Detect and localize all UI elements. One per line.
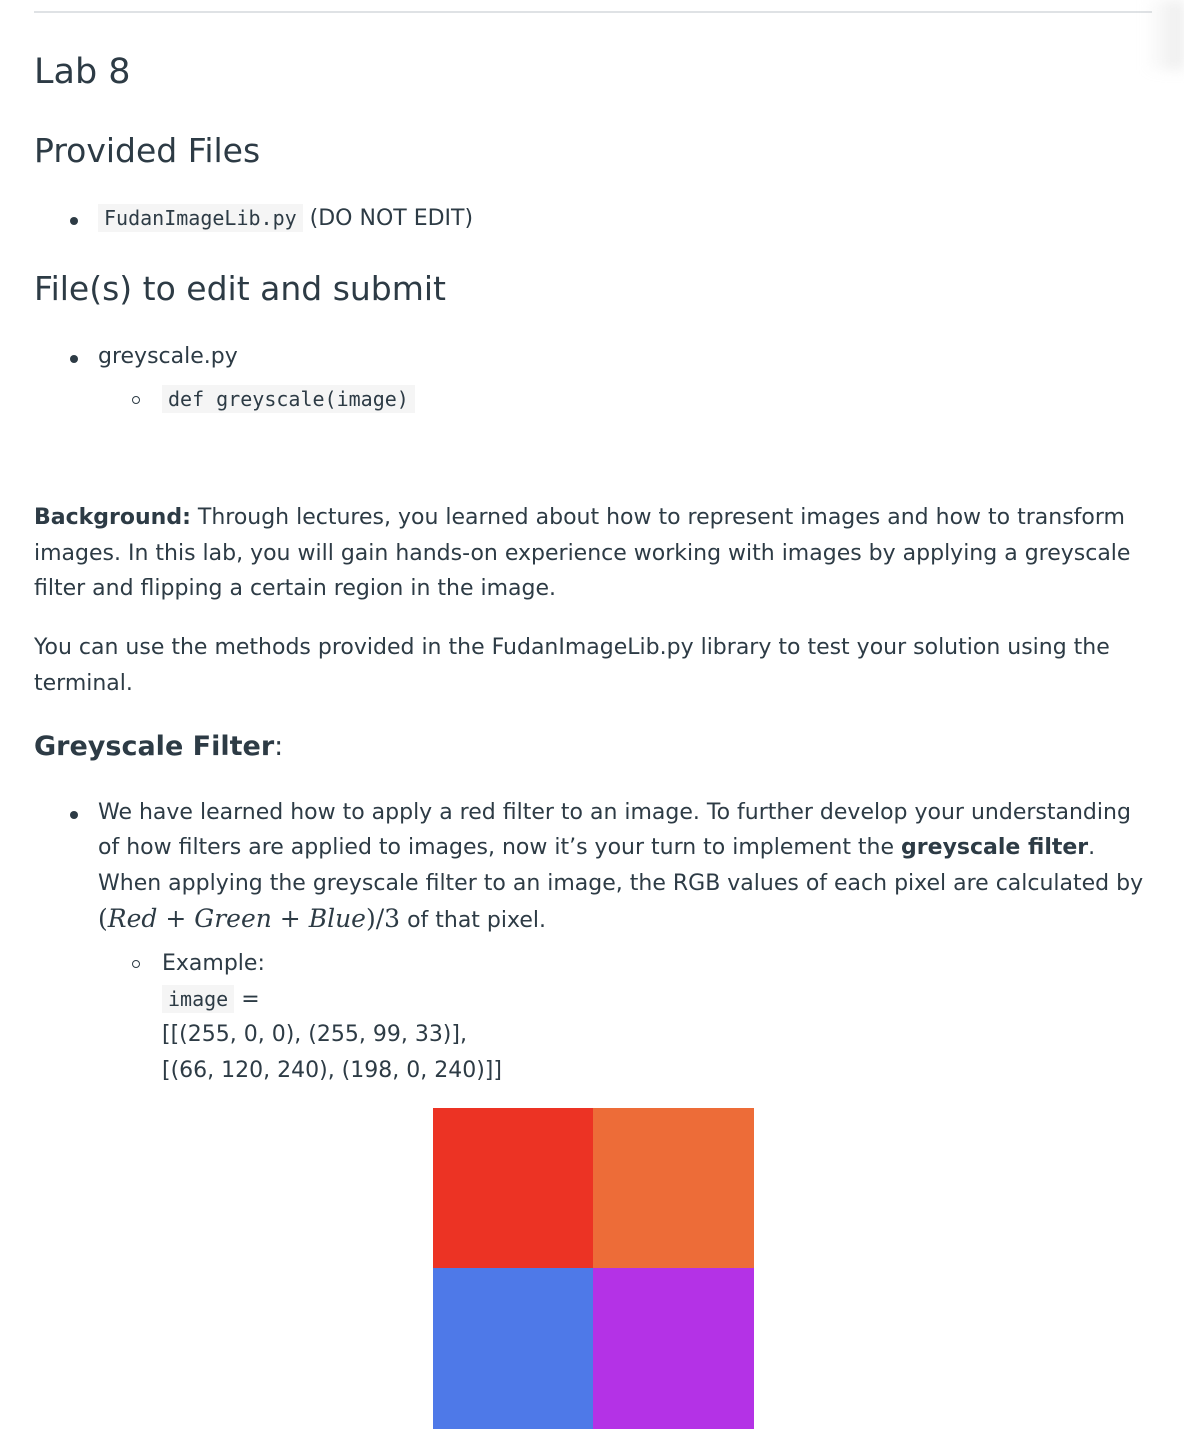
list-item — [34, 795, 1144, 938]
example-image-swatches — [433, 1108, 754, 1429]
swatch-orange — [593, 1108, 754, 1268]
example-label: Example: — [162, 951, 265, 977]
edit-file-name: greyscale.py — [98, 344, 238, 369]
swatch-red — [433, 1108, 593, 1268]
list-item — [162, 382, 415, 417]
bullet-icon — [70, 811, 78, 819]
page-title: Lab 8 — [34, 52, 131, 92]
formula-open: ( — [98, 903, 108, 933]
formula-plus-1: + — [157, 903, 195, 933]
bullet-icon — [70, 355, 78, 363]
provided-files-list — [34, 201, 473, 236]
list-item — [34, 201, 473, 236]
window-shadow — [1144, 0, 1184, 70]
example-var: image — [162, 985, 234, 1013]
example-row-1: [[(255, 0, 0), (255, 99, 33)], — [162, 1022, 467, 1048]
sub-bullet-icon — [132, 960, 140, 968]
list-item — [162, 946, 1144, 1088]
example-equals: = — [234, 986, 260, 1012]
greyscale-heading-colon: : — [274, 731, 284, 762]
swatch-blue — [433, 1268, 593, 1429]
greyscale-after-bold: . When applying the greyscale filter to an image, the RGB values of each pixel are calculated by — [98, 835, 1144, 896]
background-text: Through lectures, you learned about how to represent images and how to transform images. In this lab, you will gain hands-on experience working with images by applying a greyscale filter and flipping a certain region in the image. — [34, 505, 1131, 601]
example-assignment — [162, 982, 1144, 1018]
example-row-2: [(66, 120, 240), (198, 0, 240)]] — [162, 1057, 502, 1083]
usage-paragraph: You can use the methods provided in the FudanImageLib.py library to test your solution using the terminal. — [34, 635, 1110, 696]
formula-green: Green — [194, 903, 272, 933]
formula-plus-2: + — [271, 903, 309, 933]
list-item — [34, 339, 415, 374]
greyscale-heading — [34, 728, 283, 766]
formula-tail: of that pixel. — [407, 907, 546, 933]
greyscale-intro: We have learned how to apply a red filter to an image. To further develop your understanding of how filters are applied to images, now it’s your turn to implement the — [98, 800, 1131, 861]
edit-files-list — [34, 339, 415, 417]
formula-red: Red — [107, 903, 158, 933]
edit-files-heading: File(s) to edit and submit — [34, 269, 447, 308]
provided-file-code: FudanImageLib.py — [98, 204, 303, 232]
top-divider — [34, 11, 1152, 13]
provided-file-note: (DO NOT EDIT) — [309, 206, 474, 231]
bullet-icon — [70, 217, 78, 225]
formula-blue: Blue — [308, 903, 366, 933]
sub-bullet-icon — [132, 396, 140, 404]
greyscale-heading-text: Greyscale Filter — [34, 731, 275, 762]
provided-files-heading: Provided Files — [34, 131, 261, 170]
background-paragraph — [34, 500, 1134, 607]
greyscale-formula — [98, 904, 400, 933]
greyscale-bold: greyscale filter — [901, 835, 1089, 861]
background-label: Background: — [34, 505, 191, 530]
greyscale-list — [34, 795, 1144, 1088]
swatch-purple — [593, 1268, 754, 1429]
formula-close: )/3 — [365, 903, 401, 933]
function-signature: def greyscale(image) — [162, 385, 415, 413]
